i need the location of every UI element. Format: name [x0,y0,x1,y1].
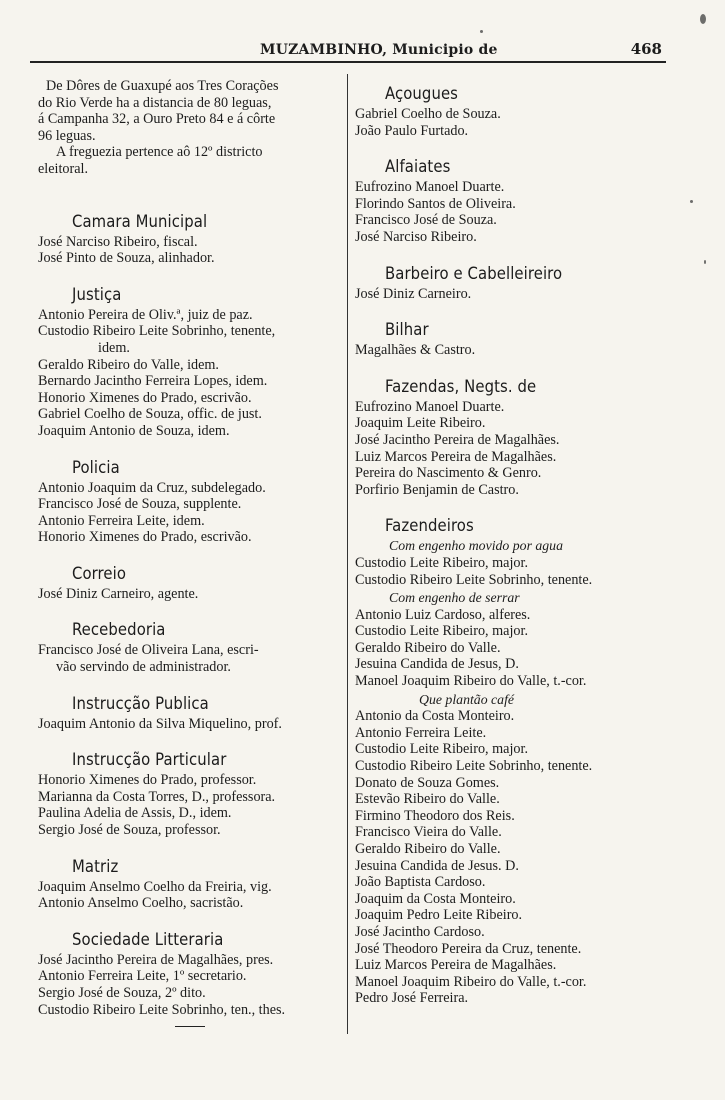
section-instruccao-publica [38,694,346,733]
entry-line: José Diniz Carneiro. [355,285,472,302]
section-correio [38,564,346,603]
left-column [38,78,346,1018]
entry-line: Custodio Leite Ribeiro, major. [355,554,528,571]
entry-line: Antonio Joaquim da Cruz, subdelegado. [38,479,266,496]
section-matriz [38,857,346,912]
entry-line: Francisco Vieira do Valle. [355,824,502,841]
entry-line: João Baptista Cardoso. [355,874,486,891]
entry-line: Geraldo Ribeiro do Valle, idem. [38,356,219,373]
subsection-label: Com engenho de serrar [389,590,520,606]
entry-line: Custodio Ribeiro Leite Sobrinho, tenente. [355,758,593,775]
ink-speck [690,200,693,203]
subsection-label: Com engenho movido por agua [389,538,563,554]
entry-line: Honorio Ximenes do Prado, escrivão. [38,389,252,406]
entry-line: Porfirio Benjamin de Castro. [355,481,519,498]
entry-line: Joaquim Antonio de Souza, idem. [38,422,230,439]
ink-speck [480,30,483,33]
entry-line: Geraldo Ribeiro do Valle. [355,639,501,656]
ink-speck [700,14,706,24]
entry-line: Firmino Theodoro dos Reis. [355,807,515,824]
entry-line: Honorio Ximenes do Prado, professor. [38,772,257,789]
entry-line: Jesuina Candida de Jesus. D. [355,857,519,874]
entry-line: Joaquim da Costa Monteiro. [355,890,516,907]
header-rule [30,61,666,63]
page-header [30,38,666,62]
entry-line: Francisco José de Souza. [355,212,497,229]
entry-line: José Diniz Carneiro, agente. [38,585,199,602]
entry-line: Antonio Anselmo Coelho, sacristão. [38,895,244,912]
entry-line: Honorio Ximenes do Prado, escrivão. [38,529,252,546]
section-justica [38,285,346,440]
entry-line: Estevão Ribeiro do Valle. [355,791,500,808]
right-column [355,78,673,1007]
entry-line: Donato de Souza Gomes. [355,774,500,791]
section-heading: Policia [72,457,120,477]
entry-line: Custodio Ribeiro Leite Sobrinho, tenente, [38,323,276,340]
entry-line: Luiz Marcos Pereira de Magalhães. [355,957,557,974]
entry-line: vão servindo de administrador. [56,659,231,676]
entry-line: Jesuina Candida de Jesus, D. [355,656,519,673]
entry-line: Joaquim Leite Ribeiro. [355,415,486,432]
section-heading: Bilhar [385,320,429,340]
section-heading: Justiça [72,284,122,304]
entry-line: Custodio Leite Ribeiro, major. [355,623,528,640]
section-barbeiro [355,264,673,303]
intro-paragraph [38,78,346,178]
entry-line: José Jacintho Cardoso. [355,923,485,940]
entry-line: Eufrozino Manoel Duarte. [355,179,505,196]
entry-line: Custodio Ribeiro Leite Sobrinho, ten., thes. [38,1001,286,1018]
section-fazendeiros [355,516,673,1007]
section-heading: Instrucção Publica [72,693,209,713]
entry-line: Joaquim Anselmo Coelho da Freiria, vig. [38,878,272,895]
entry-line: José Jacintho Pereira de Magalhães, pres. [38,951,274,968]
entry-line: Gabriel Coelho de Souza, offic. de just. [38,406,262,423]
section-camara-municipal [38,212,346,267]
entry-line: Joaquim Pedro Leite Ribeiro. [355,907,523,924]
entry-line: Custodio Ribeiro Leite Sobrinho, tenente. [355,571,593,588]
intro-line: do Rio Verde ha a distancia de 80 leguas, [38,94,272,111]
entry-line: Antonio Ferreira Leite, 1º secretario. [38,968,247,985]
section-sociedade-litteraria [38,930,346,1018]
intro-line: A freguezia pertence aô 12º districto [56,144,263,161]
entry-line: Magalhães & Castro. [355,342,476,359]
section-heading: Alfaiates [385,157,451,177]
entry-line: Florindo Santos de Oliveira. [355,195,516,212]
section-heading: Sociedade Litteraria [72,929,224,949]
entry-line: Manoel Joaquim Ribeiro do Valle, t.-cor. [355,673,587,690]
entry-line: Pedro José Ferreira. [355,990,469,1007]
entry-line: Pereira do Nascimento & Genro. [355,465,542,482]
subsection-label: Que plantão café [419,691,515,707]
entry-line: Paulina Adelia de Assis, D., idem. [38,805,232,822]
intro-line: De Dôres de Guaxupé aos Tres Corações [46,78,279,94]
entry-line: José Pinto de Souza, alinhador. [38,250,215,267]
ink-speck [704,260,706,264]
column-divider [347,74,348,1034]
intro-line: á Campanha 32, a Ouro Preto 84 e á côrte [38,111,276,128]
section-alfaiates [355,157,673,245]
section-heading: Recebedoria [72,620,166,640]
section-heading: Camara Municipal [72,211,208,231]
entry-line: Antonio da Costa Monteiro. [355,708,515,725]
entry-line: Luiz Marcos Pereira de Magalhães. [355,448,557,465]
intro-line: 96 leguas. [38,127,96,144]
section-fazendas-negts [355,377,673,499]
section-heading: Açougues [385,84,459,103]
section-bilhar [355,320,673,359]
end-dash [175,1026,205,1027]
entry-line: Eufrozino Manoel Duarte. [355,398,505,415]
entry-line: Antonio Ferreira Leite. [355,724,487,741]
entry-line: Sergio José de Souza, professor. [38,822,221,839]
section-heading: Fazendas, Negts. de [385,376,537,396]
entry-line: Marianna da Costa Torres, D., professora. [38,788,276,805]
section-acougues [355,84,673,139]
entry-line: Antonio Ferreira Leite, idem. [38,512,205,529]
entry-line: Geraldo Ribeiro do Valle. [355,841,501,857]
section-heading: Correio [72,563,127,583]
entry-line: Gabriel Coelho de Souza. [355,106,501,122]
section-heading: Matriz [72,856,119,876]
entry-line: Antonio Luiz Cardoso, alferes. [355,606,531,623]
entry-line: Bernardo Jacintho Ferreira Lopes, idem. [38,373,268,390]
page-number: 468 [630,40,662,58]
section-recebedoria [38,620,346,675]
entry-line: idem. [98,339,130,356]
entry-line: José Narciso Ribeiro. [355,228,477,245]
entry-line: Antonio Pereira de Oliv.ª, juiz de paz. [38,306,253,323]
entry-line: Custodio Leite Ribeiro, major. [355,741,528,758]
entry-line: Manoel Joaquim Ribeiro do Valle, t.-cor. [355,973,587,990]
section-heading: Fazendeiros [385,516,474,536]
section-heading: Barbeiro e Cabelleireiro [385,263,563,283]
page-title: MUZAMBINHO, Municipio de [260,42,498,58]
section-policia [38,458,346,546]
entry-line: José Theodoro Pereira da Cruz, tenente. [355,940,582,957]
entry-line: Sergio José de Souza, 2º dito. [38,985,206,1001]
section-heading: Instrucção Particular [72,750,227,770]
entry-line: Joaquim Antonio da Silva Miquelino, prof. [38,715,282,732]
entry-line: Francisco José de Oliveira Lana, escri- [38,642,259,659]
intro-line: eleitoral. [38,160,89,177]
entry-line: Francisco José de Souza, supplente. [38,496,242,513]
section-instruccao-particular [38,750,346,838]
entry-line: José Narciso Ribeiro, fiscal. [38,233,198,250]
entry-line: João Paulo Furtado. [355,122,469,139]
entry-line: José Jacintho Pereira de Magalhães. [355,431,560,448]
